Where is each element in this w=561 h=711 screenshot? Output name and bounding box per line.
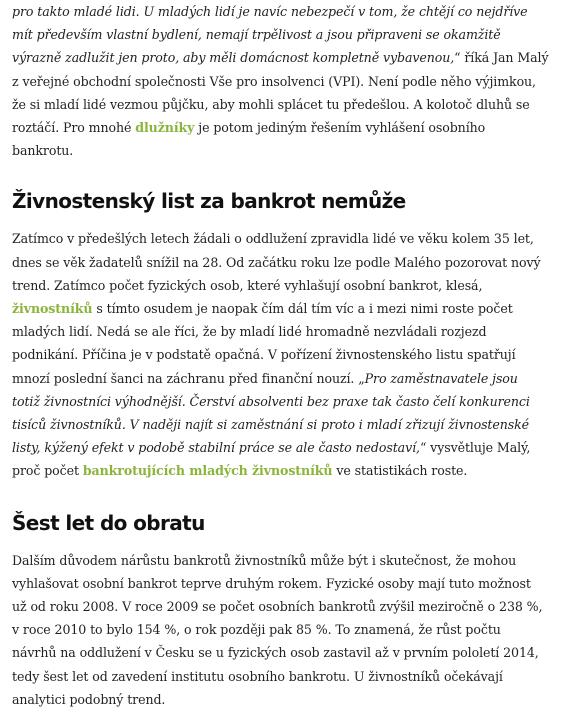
section-heading-zivnostensky-list: Živnostenský list za bankrot nemůže: [12, 189, 406, 214]
quote-italic: Pro zaměstnavatele jsou totiž živnostníci výhodnější. Čerství absolventi bez praxe tak často čelí konkurenci tisíců živnostníků. V naději najít si zaměstnání si proto i mladí zřizují živnostenské listy, kýžený efekt v podobě stabilní práce se ale často nedostaví,: [12, 370, 530, 456]
paragraph-text: ve statistikách roste.: [332, 463, 468, 479]
paragraph-text: Zatímco v předešlých letech žádali o oddlužení zpravidla lidé ve věku kolem 35 let, dnes se věk žadatelů snížil na 28. Od začátku roku lze podle Malého pozorovat nový trend. Zatímco počet fyzických osob, které vyhlašují osobní bankrot, klesá,: [12, 231, 541, 293]
paragraph-intro: [12, 0, 549, 162]
paragraph-text: “ říká Jan Malý z veřejné obchodní společnosti Vše pro insolvenci (VPI). Není podle něho výjimkou, že si mladí lidé vezmou půjčku, aby mohli splácet tu předešlou. A kolotoč dluhů se roztáčí. Pro mnohé: [12, 50, 549, 136]
link-bankrotujicich-mladych-zivnostniku[interactable]: bankrotujících mladých živnostníků: [82, 463, 333, 479]
paragraph-zivnostnici: [12, 227, 549, 482]
paragraph-sest-let: Dalším důvodem nárůstu bankrotů živnostníků může být i skutečnost, že mohou vyhlašovat osobní bankrot teprve druhým rokem. Fyzické osoby mají tuto možnost už od roku 2008. V roce 2009 se počet osobních bankrotů zvýšil meziročně o 238 %, v roce 2010 to bylo 154 %, o rok později pak 85 %. To znamená, že růst počtu návrhů na oddlužení v Česku se u fyzických osob zastavil až v prvním pololetí 2014, tedy šest let od zavedení institutu osobního bankrotu. U živnostníků očekávají analytici podobný trend.: [12, 552, 543, 707]
section-heading-sest-let: Šest let do obratu: [12, 510, 205, 535]
paragraph-text: je potom jediným řešením vyhlášení osobního bankrotu.: [12, 120, 486, 159]
paragraph-text: s tímto osudem je naopak čím dál tím víc a i mezi nimi roste počet mladých lidí. Nedá se ale říci, že by mladí lidé hromadně nezvládali rozjezd podnikání. Příčina je v podstatě opačná. V pořízení živnostenského listu spatřují mnozí poslední šanci na záchranu před finanční nouzí. „: [12, 301, 516, 386]
link-dluzniky[interactable]: dlužníky: [135, 120, 195, 136]
link-zivnostniku[interactable]: živnostníků: [12, 301, 93, 317]
paragraph-text: “ vysvětluje Malý, proč počet: [12, 440, 531, 479]
quote-italic: pro takto mladé lidi. U mladých lidí je navíc nebezpečí v tom, že chtějí co nejdříve mít především vlastní bydlení, nemají trpělivost a jsou připraveni se okamžitě výrazně zadlužit jen proto, aby měli domácnost kompletně vybavenou,: [12, 4, 528, 66]
